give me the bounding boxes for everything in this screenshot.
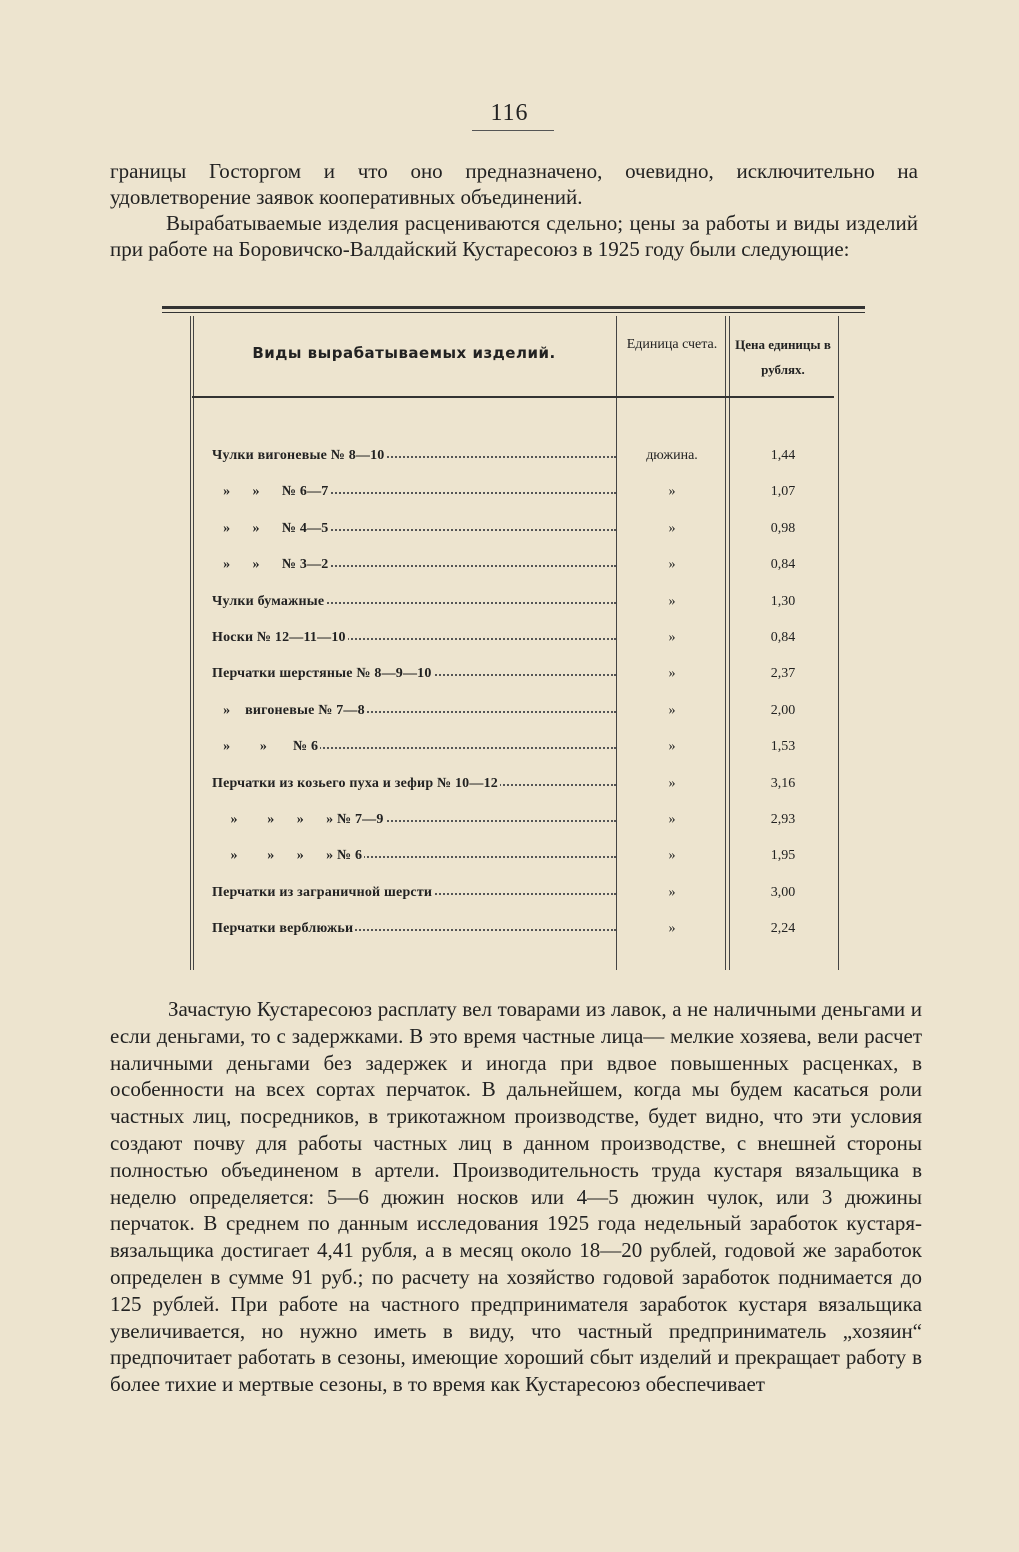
item-price: 3,16 [770, 775, 796, 791]
item-price: 2,24 [770, 921, 796, 937]
item-name [212, 812, 616, 828]
item-unit: » [668, 921, 676, 937]
table-row [192, 848, 834, 874]
item-unit: » [668, 630, 676, 645]
item-name [212, 848, 616, 864]
item-name [212, 630, 616, 646]
item-unit: дюжина. [646, 448, 698, 463]
item-price: 2,00 [770, 702, 796, 718]
item-name [212, 484, 616, 500]
item-price: 1,30 [770, 593, 796, 609]
table-row [192, 448, 834, 474]
item-name-text: » » » » № 7—9 [212, 812, 384, 827]
item-price: 2,37 [770, 666, 796, 682]
item-name-text: » » № 3—2 [212, 557, 329, 573]
item-unit: » [668, 666, 676, 682]
item-name-text: » вигоневые № 7—8 [212, 702, 365, 718]
table-row [192, 703, 834, 729]
item-unit: » [668, 520, 676, 536]
item-name [212, 557, 616, 573]
item-price: 2,93 [770, 812, 796, 827]
item-price: 1,53 [770, 739, 796, 755]
item-unit: » [668, 593, 676, 609]
paragraph-3: Зачастую Кустаресоюз расплату вел товарами из лавок, а не наличными деньгами и если деньгами, то с задержками. В это время частные лица— мелкие хозяева, вели расчет наличными деньгами без задержек и иногда при вдвое повышенных расценках, в особенности на всех сортах перчаток. В дальнейшем, когда мы будем касаться роли частных лиц, посредников, в трикотажном производстве, будет видно, что эти условия создают почву для работы частных лиц в данном производстве, с внешней стороны полностью объединеном в артели. Производительность труда кустаря вязальщика в неделю определяется: 5—6 дюжин носков или 4—5 дюжин чулок, или 3 дюжины перчаток. В среднем по данным исследования 1925 года недельный заработок кустаря-вязальщика достигает 4,41 рубля, а в месяц около 18—20 рублей, годовой же заработок определен в сумме 91 руб.; по расчету на хозяйство годовой заработок поднимается до 125 рублей. При работе на частного предпринимателя заработок кустаря вязальщика увеличивается, но нужно иметь в виду, что частный предприниматель „хозяин“ предпочитает работать в сезоны, имеющие хороший сбыт изделий и прекращает работу в более тихие и мертвые сезоны, в то время как Кустаресоюз обеспечивает [110, 997, 922, 1397]
table-row [192, 885, 834, 911]
table-row [192, 666, 834, 692]
item-name-text: » » » » № 6 [212, 848, 363, 864]
item-name [212, 521, 616, 537]
header-unit: Единица счета. [626, 337, 718, 352]
item-name [212, 703, 616, 719]
header-items: Виды вырабатываемых изделий. [252, 344, 556, 362]
page-number: 116 [490, 100, 529, 126]
item-name-text: » » № 6 [212, 739, 319, 755]
item-unit: » [668, 884, 676, 900]
item-name [212, 666, 616, 682]
table-row [192, 630, 834, 656]
table-row [192, 776, 834, 802]
item-unit: » [668, 848, 676, 864]
item-unit: » [668, 702, 676, 718]
item-price: 1,07 [770, 484, 796, 500]
table-row [192, 812, 834, 838]
table-top-rule-thin [162, 312, 865, 313]
item-price: 3,00 [770, 884, 796, 900]
item-name [212, 739, 616, 755]
table-left-border [190, 316, 191, 970]
item-price: 0,84 [770, 630, 796, 645]
item-name-text: » » № 6—7 [212, 484, 329, 500]
item-name-text: » » № 4—5 [212, 520, 329, 536]
paragraph-1: границы Госторгом и что оно предназначено, очевидно, исключительно на удовлетворение заявок кооперативных объединений. [110, 159, 918, 209]
table-row [192, 557, 834, 583]
table-row [192, 739, 834, 765]
item-unit: » [668, 484, 676, 500]
item-unit: » [668, 775, 676, 791]
paragraph-2: Вырабатываемые изделия расцениваются сдельно; цены за работы и виды изделий при работе на Боровичско-Валдайский Кустаресоюз в 1925 году были следующие: [110, 211, 918, 261]
item-unit: » [668, 739, 676, 755]
item-name-text: Перчатки верблюжьи [212, 921, 354, 937]
header-rule [192, 396, 834, 398]
item-name [212, 885, 616, 901]
page-number-rule [472, 130, 554, 131]
table-row [192, 521, 834, 547]
price-table [162, 306, 865, 970]
item-price: 1,44 [770, 448, 796, 463]
item-name [212, 776, 616, 792]
table-top-rule [162, 306, 865, 309]
item-unit: » [668, 557, 676, 573]
item-name-text: Чулки вигоневые № 8—10 [212, 448, 385, 463]
item-name-text: Перчатки из козьего пуха и зефир № 10—12 [212, 775, 498, 791]
item-price: 0,98 [770, 520, 796, 536]
item-unit: » [668, 812, 676, 827]
item-name-text: Перчатки из заграничной шерсти [212, 884, 433, 900]
item-name-text: Перчатки шерстяные № 8—9—10 [212, 666, 432, 682]
item-price: 1,95 [770, 848, 796, 864]
item-name-text: Чулки бумажные [212, 593, 325, 609]
item-name [212, 448, 616, 464]
item-name-text: Носки № 12—11—10 [212, 630, 346, 645]
table-row [192, 484, 834, 510]
item-price: 0,84 [770, 557, 796, 573]
table-row [192, 921, 834, 947]
table-row [192, 594, 834, 620]
header-price: Цена единицы в рублях. [735, 337, 831, 377]
item-name [212, 594, 616, 610]
item-name [212, 921, 616, 937]
